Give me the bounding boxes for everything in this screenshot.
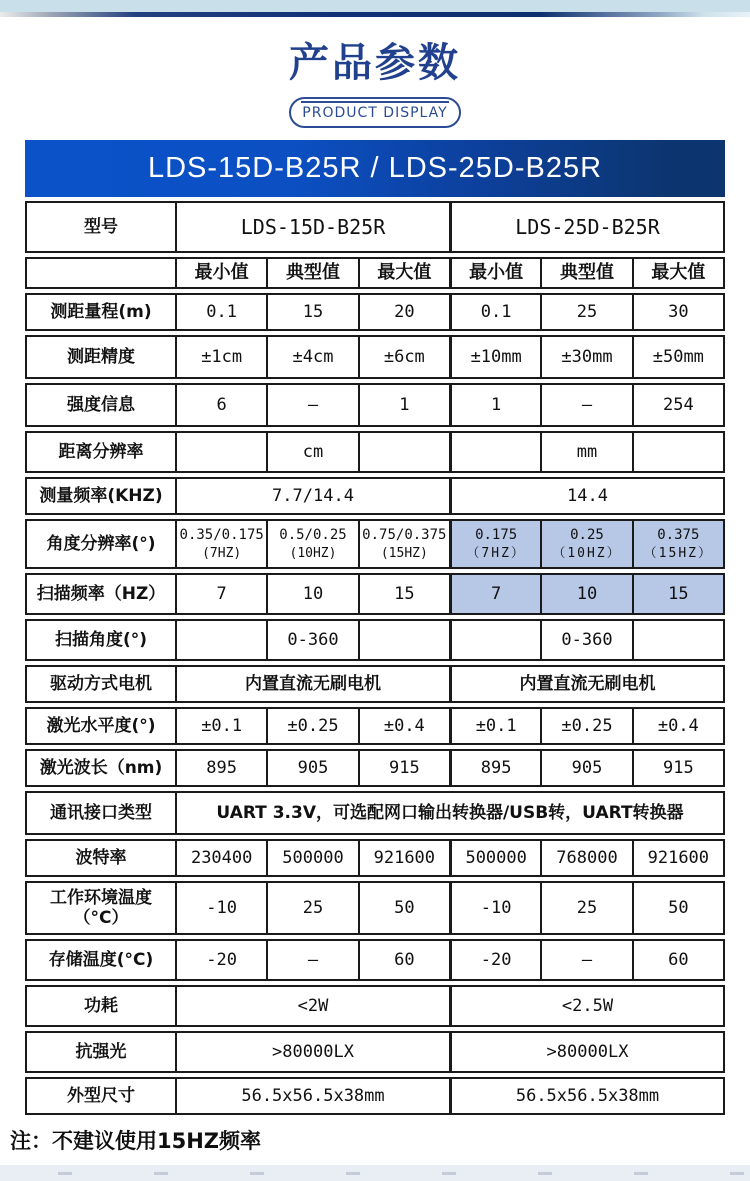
row-power: [25, 985, 725, 1027]
label-line2: （°C）: [73, 908, 129, 928]
spec-cell-empty: [175, 621, 266, 659]
spec-cell: 25: [540, 883, 631, 933]
value-main: 0.375: [657, 526, 700, 543]
spec-cell: UART 3.3V，可选配网口输出转换器/USB转，UART转换器: [175, 793, 723, 833]
row-label-empty: [27, 259, 175, 287]
spec-cell: 500000: [266, 841, 357, 875]
spec-cell: ±0.4: [358, 709, 449, 743]
value-sub: (7HZ): [202, 545, 242, 561]
spec-cell: 895: [449, 751, 540, 785]
value-sub: （15HZ）: [643, 545, 713, 561]
row-wavelength: [25, 749, 725, 787]
spec-cell-empty: [358, 433, 449, 471]
spec-cell-empty: [632, 433, 723, 471]
spec-cell: ±30mm: [540, 337, 631, 377]
spec-cell: ±0.25: [266, 709, 357, 743]
spec-cell: 6: [175, 385, 266, 425]
top-decorative-strip: [0, 0, 750, 12]
footnote: 注：不建议使用15HZ频率: [10, 1129, 262, 1153]
row-interface: [25, 791, 725, 835]
spec-cell: 254: [632, 385, 723, 425]
row-label: 扫描频率（HZ）: [36, 583, 166, 604]
spec-cell: 0-360: [540, 621, 631, 659]
spec-cell: 56.5x56.5x38mm: [175, 1079, 449, 1113]
subheader-cell: 典型值: [266, 259, 357, 287]
row-label: 激光水平度(°): [46, 715, 156, 736]
row-intensity: [25, 383, 725, 427]
spec-cell: 7.7/14.4: [175, 479, 449, 513]
subheader-cell: 最大值: [632, 259, 723, 287]
spec-cell: 15: [358, 575, 449, 613]
spec-cell: 768000: [540, 841, 631, 875]
spec-cell: -20: [175, 941, 266, 979]
spec-cell-highlighted: 15: [632, 575, 723, 613]
spec-table: [25, 201, 725, 1115]
spec-cell: 60: [632, 941, 723, 979]
spec-cell: ±0.1: [175, 709, 266, 743]
row-label: 角度分辨率(°): [46, 533, 156, 554]
bottom-decorative-strip: [0, 1165, 750, 1181]
spec-cell: ±50mm: [632, 337, 723, 377]
spec-cell: 0.1: [449, 295, 540, 329]
row-model: [25, 201, 725, 253]
spec-cell-empty: [632, 621, 723, 659]
spec-cell: 921600: [358, 841, 449, 875]
value-main: 0.175: [475, 526, 518, 543]
row-subheader: [25, 257, 725, 289]
value-main: 0.75/0.375: [362, 526, 447, 543]
row-angular-resolution: [25, 519, 725, 569]
spec-cell-empty: [449, 433, 540, 471]
row-motor: [25, 665, 725, 703]
spec-cell: –: [266, 941, 357, 979]
spec-cell: 50: [632, 883, 723, 933]
spec-cell: cm: [266, 433, 357, 471]
row-label: 通讯接口类型: [50, 802, 152, 823]
spec-cell: 15: [266, 295, 357, 329]
spec-cell: ±0.1: [449, 709, 540, 743]
row-operating-temp: [25, 881, 725, 935]
spec-cell: 30: [632, 295, 723, 329]
spec-cell: 921600: [632, 841, 723, 875]
row-label: 波特率: [75, 847, 127, 868]
spec-cell: –: [540, 941, 631, 979]
row-scan-angle: [25, 619, 725, 661]
row-sunlight-resistance: [25, 1031, 725, 1073]
subtitle-pill: [289, 97, 461, 128]
value-sub: (15HZ): [380, 545, 428, 561]
row-label: [27, 883, 175, 933]
row-label: 测距量程(m): [50, 301, 152, 322]
spec-cell: -10: [175, 883, 266, 933]
spec-cell: 895: [175, 751, 266, 785]
spec-cell-highlighted: [540, 521, 631, 567]
row-label: 扫描角度(°): [54, 629, 148, 650]
row-label: 驱动方式电机: [50, 673, 152, 694]
spec-cell: 905: [540, 751, 631, 785]
spec-cell-highlighted: [449, 521, 540, 567]
row-scan-freq: [25, 573, 725, 615]
page-title: 产品参数: [289, 40, 461, 86]
spec-cell: ±1cm: [175, 337, 266, 377]
row-label: 测量频率(KHZ): [39, 485, 163, 506]
spec-cell: 内置直流无刷电机: [449, 667, 723, 701]
subheader-cell: 最小值: [449, 259, 540, 287]
spec-cell: 500000: [449, 841, 540, 875]
row-label: 型号: [84, 216, 118, 237]
spec-cell: -10: [449, 883, 540, 933]
spec-cell: ±0.4: [632, 709, 723, 743]
row-range: [25, 293, 725, 331]
spec-cell: 1: [358, 385, 449, 425]
label-line1: 工作环境温度: [50, 887, 152, 908]
value-main: 0.35/0.175: [179, 526, 264, 543]
spec-cell: 60: [358, 941, 449, 979]
model-a-cell: LDS-15D-B25R: [175, 203, 449, 251]
value-main: 0.5/0.25: [279, 526, 347, 543]
spec-cell: 915: [358, 751, 449, 785]
row-label: 距离分辨率: [58, 441, 144, 462]
row-laser-level: [25, 707, 725, 745]
row-label: 功耗: [84, 995, 118, 1016]
value-sub: (10HZ): [289, 545, 337, 561]
row-storage-temp: [25, 939, 725, 981]
subheader-cell: 典型值: [540, 259, 631, 287]
row-baud: [25, 839, 725, 877]
spec-cell: 0-360: [266, 621, 357, 659]
spec-cell: <2.5W: [449, 987, 723, 1025]
spec-cell: >80000LX: [449, 1033, 723, 1071]
spec-cell: 内置直流无刷电机: [175, 667, 449, 701]
row-label: 存储温度(°C): [48, 949, 154, 970]
spec-cell: 20: [358, 295, 449, 329]
spec-cell: 56.5x56.5x38mm: [449, 1079, 723, 1113]
spec-cell: [358, 521, 449, 567]
spec-cell-empty: [449, 621, 540, 659]
spec-cell: <2W: [175, 987, 449, 1025]
spec-cell: –: [540, 385, 631, 425]
spec-cell: 25: [540, 295, 631, 329]
spec-cell: 230400: [175, 841, 266, 875]
value-sub: （10HZ）: [552, 545, 622, 561]
row-label: 抗强光: [75, 1041, 127, 1062]
row-label: 外型尺寸: [67, 1085, 135, 1106]
model-banner-text: LDS-15D-B25R / LDS-25D-B25R: [147, 152, 603, 184]
row-dimensions: [25, 1077, 725, 1115]
model-b-cell: LDS-25D-B25R: [449, 203, 723, 251]
value-sub: （7HZ）: [466, 545, 526, 561]
value-main: 0.25: [570, 526, 604, 543]
row-label: 激光波长（nm): [39, 757, 163, 778]
spec-cell-highlighted: 7: [449, 575, 540, 613]
spec-cell: mm: [540, 433, 631, 471]
spec-cell-highlighted: [632, 521, 723, 567]
model-banner: [25, 140, 725, 197]
spec-cell: ±0.25: [540, 709, 631, 743]
row-resolution: [25, 431, 725, 473]
spec-cell: [266, 521, 357, 567]
spec-cell-empty: [175, 433, 266, 471]
subheader-cell: 最小值: [175, 259, 266, 287]
spec-cell: 14.4: [449, 479, 723, 513]
spec-cell: ±6cm: [358, 337, 449, 377]
spec-cell: 50: [358, 883, 449, 933]
spec-cell: ±10mm: [449, 337, 540, 377]
row-label: 测距精度: [67, 346, 135, 367]
subtitle-text: PRODUCT DISPLAY: [302, 104, 448, 121]
spec-cell-highlighted: 10: [540, 575, 631, 613]
spec-cell: 915: [632, 751, 723, 785]
spec-cell: -20: [449, 941, 540, 979]
row-accuracy: [25, 335, 725, 379]
spec-cell: 1: [449, 385, 540, 425]
spec-cell: 25: [266, 883, 357, 933]
spec-cell: –: [266, 385, 357, 425]
spec-cell: 10: [266, 575, 357, 613]
spec-cell: 905: [266, 751, 357, 785]
spec-cell: >80000LX: [175, 1033, 449, 1071]
spec-cell: [175, 521, 266, 567]
row-label: 强度信息: [67, 394, 135, 415]
spec-cell: 0.1: [175, 295, 266, 329]
spec-cell: ±4cm: [266, 337, 357, 377]
spec-cell: 7: [175, 575, 266, 613]
subheader-cell: 最大值: [358, 259, 449, 287]
row-meas-freq: [25, 477, 725, 515]
top-gradient-line: [0, 12, 750, 17]
spec-cell-empty: [358, 621, 449, 659]
